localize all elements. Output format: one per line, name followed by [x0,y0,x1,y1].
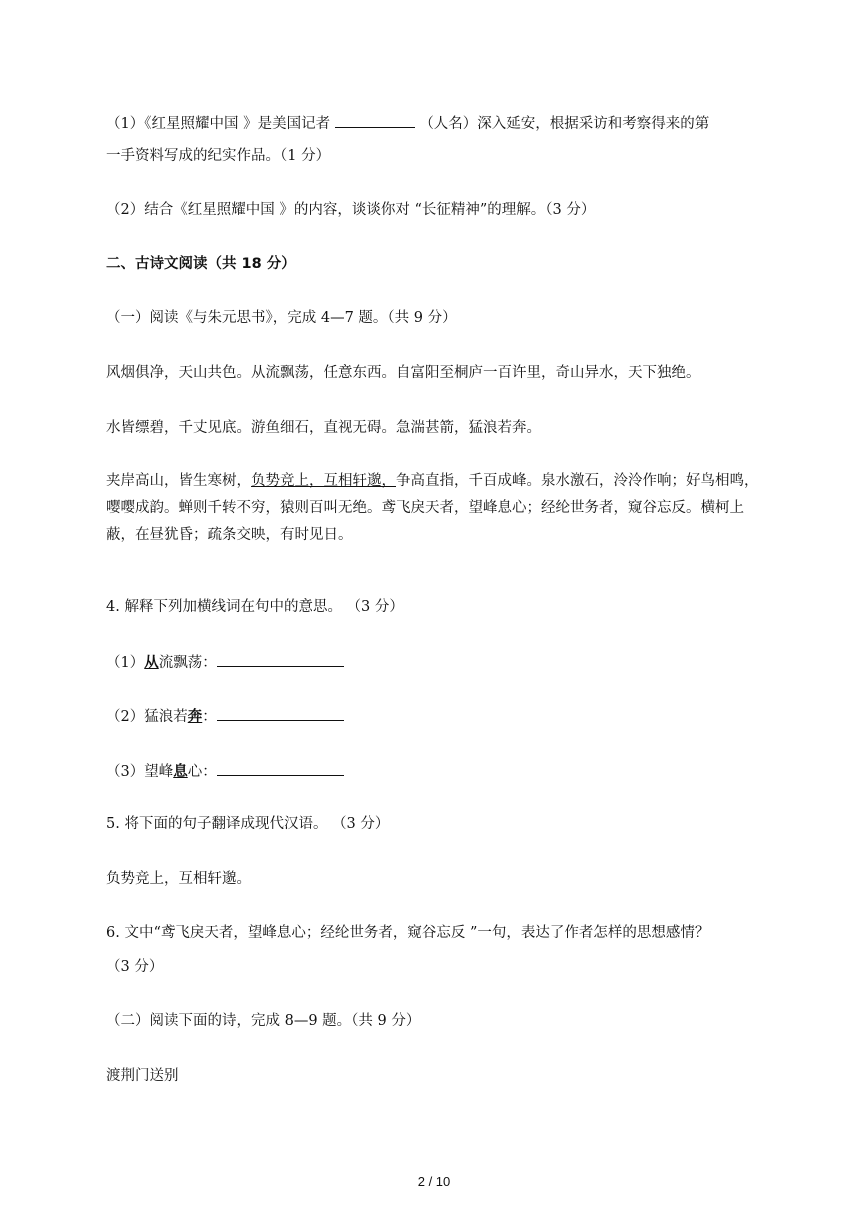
question-6-line-2: （3 分） [106,959,164,975]
question-5-sentence: 负势竞上，互相轩邈。 [106,871,251,887]
answer-blank[interactable] [335,112,415,128]
part-1-header: （一）阅读《与朱元思书》，完成 4—7 题。（共 9 分） [106,310,457,326]
answer-blank[interactable] [217,705,344,721]
marked-word: 从 [144,654,159,671]
question-1-line-2: 一手资料写成的纪实作品。（1 分） [106,148,331,164]
page-number: 2 [417,1174,425,1189]
marked-word: 奔 [187,708,203,725]
question-4-item-2: （2）猛浪若奔： [106,705,766,727]
question-4-item-3: （3）望峰息心： [106,760,766,782]
underlined-phrase: 负势竞上，互相轩邈， [251,473,396,489]
poem-title: 渡荆门送别 [106,1068,179,1084]
page-footer [0,1174,868,1189]
passage-paragraph-3: 夹岸高山，皆生寒树，负势竞上，互相轩邈，争高直指，千百成峰。泉水激石，泠泠作响；好鸟相鸣，嘤嘤成韵。蝉则千转不穷，猿则百叫无绝。鸢飞戾天者，望峰息心；经纶世务者，窥谷忘反。横柯上蔽，在昼犹昏；疏条交映，有时见日。 [106,473,759,543]
page-total: / 10 [428,1174,451,1189]
question-5-title: 5. 将下面的句子翻译成现代汉语。 （3 分） [106,816,390,832]
question-2: （2）结合《红星照耀中国 》的内容，谈谈你对 “长征精神”的理解。（3 分） [106,202,596,218]
answer-blank[interactable] [217,760,344,776]
answer-blank[interactable] [217,651,344,667]
question-1-text-continued: （人名）深入延安，根据采访和考察得来的第 [419,116,710,132]
question-1-text: （1）《红星照耀中国 》是美国记者 [106,116,331,132]
question-4-title: 4. 解释下列加横线词在句中的意思。 （3 分） [106,599,404,615]
marked-word: 息 [173,763,188,780]
question-1-line-1 [106,112,766,134]
passage-paragraph-1: 风烟俱净，天山共色。从流飘荡，任意东西。自富阳至桐庐一百许里，奇山异水，天下独绝。 [106,365,701,381]
section-title: 二、古诗文阅读（共 18 分） [106,256,296,272]
part-2-header: （二）阅读下面的诗，完成 8—9 题。（共 9 分） [106,1013,421,1029]
question-6-line-1: 6. 文中“鸢飞戾天者，望峰息心；经纶世务者，窥谷忘反 ”一句，表达了作者怎样的思想感情？ [106,925,710,941]
question-4-item-1: （1）从流飘荡： [106,651,766,673]
passage-paragraph-2: 水皆缥碧，千丈见底。游鱼细石，直视无碍。急湍甚箭，猛浪若奔。 [106,420,541,436]
